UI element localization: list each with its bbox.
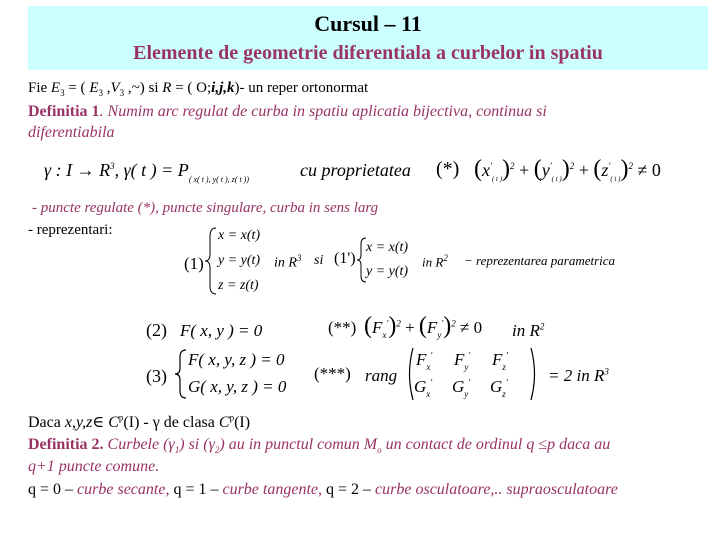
eq2-condition: $(F_x')^2 + (F_y')^2 \ne 0$ — [364, 313, 483, 340]
eq1p-y: y = y(t) — [366, 264, 409, 279]
param-representation: − reprezentarea parametrica — [464, 253, 616, 268]
brace-3 — [174, 348, 188, 400]
daca-I2: (I) — [234, 414, 251, 431]
Gy-entry-prime: ' — [468, 377, 471, 388]
def2-text4: un contact de ordinul q ≤p daca au — [381, 436, 611, 453]
in-R2-sup: 2 — [443, 253, 448, 263]
in-R3-text: in R — [274, 255, 297, 271]
plus-1: + — [519, 160, 530, 180]
eq1p-x: x = x(t) — [366, 240, 409, 255]
si-word: si — [314, 253, 324, 268]
def2-line2: q+1 puncte comune. — [28, 458, 160, 475]
Fx-sq: 2 — [396, 318, 401, 329]
intro-prefix: Fie — [28, 80, 51, 96]
secante-text: curbe secante, — [77, 481, 170, 498]
in-R3-sup: 3 — [296, 253, 302, 263]
z-var: z — [601, 160, 609, 180]
eq2-neq0: ≠ 0 — [460, 318, 483, 337]
R-symbol: R — [162, 80, 172, 96]
daca-p: p — [118, 412, 124, 423]
rank-eq-2 — [548, 366, 609, 386]
cu-proprietatea: cu proprietatea — [300, 160, 411, 180]
p-sub: ( x( t ), y( t ), z( t )) — [188, 175, 250, 184]
jacobian-matrix — [416, 350, 530, 372]
osculatoare-text: curbe osculatoare,.. supraosculatoare — [375, 481, 618, 498]
e3-symbol: E — [50, 80, 61, 96]
in-R2-text: in R — [422, 254, 444, 270]
q1-text: q = 1 – — [169, 481, 223, 498]
y-sq: 2 — [569, 161, 575, 171]
gamma-t: , γ( t ) = P — [114, 160, 189, 180]
title-banner — [28, 6, 708, 70]
eq2-implicit: F( x, y ) = 0 — [180, 321, 263, 340]
z-sq: 2 — [628, 161, 633, 171]
daca-C2: C — [218, 414, 230, 431]
Fx-entry: F — [416, 350, 427, 369]
lecture-title: Elemente de geometrie diferentiala a curbelor in spatiu — [133, 42, 603, 64]
neq-zero: ≠ 0 — [637, 160, 661, 180]
Gy-entry: G — [452, 377, 465, 396]
Fy-entry-prime: ' — [468, 350, 471, 361]
Gx-entry-sub: x — [426, 389, 431, 399]
daca-C: C — [108, 414, 119, 431]
course-title: Cursul – 11 — [314, 11, 422, 36]
x-var: x — [482, 160, 490, 180]
eq2-inR2 — [512, 321, 544, 341]
tangente-text: curbe tangente, — [222, 481, 322, 498]
regularity-condition: $(x'_{( t )})^2 + (y'_{( t )})^2 + (z'_{( t )})^2 \ne 0$ — [474, 156, 661, 183]
eq3-F: F( x, y, z ) = 0 — [188, 350, 285, 369]
eq3-stars: (***) — [314, 364, 351, 383]
V3-symbol: ,V — [102, 80, 120, 96]
q0-text: q = 0 – — [28, 481, 78, 498]
e3-sub: 3 — [60, 88, 65, 98]
Fy-entry: F — [454, 350, 465, 369]
r3-sup: 3 — [110, 161, 115, 171]
def2-line — [28, 436, 610, 455]
def2-label: Definitia 2. — [28, 436, 104, 453]
eq2-inR2-sup: 2 — [539, 321, 545, 332]
Fy-sq: 2 — [451, 318, 456, 329]
intro-suffix: )- un reper ortonormat — [234, 80, 369, 96]
Fx-entry-sub: x — [426, 362, 431, 372]
in-R3 — [274, 253, 301, 272]
Fz-entry: F — [492, 350, 503, 369]
daca-in: ∈ — [92, 414, 109, 431]
eq2-stars: (**) — [328, 318, 357, 337]
in-R2 — [422, 253, 448, 270]
rank-eq-text: = 2 in R — [548, 366, 605, 385]
eq1-x: x = x(t) — [218, 228, 261, 243]
eq1-z: z = z(t) — [218, 278, 259, 293]
def2-text2: ) si (γ — [179, 436, 215, 453]
eq1p-number: (1') — [334, 250, 356, 267]
def1-line — [28, 103, 547, 121]
Gx-entry-prime: ' — [430, 377, 433, 388]
repr-label: - reprezentari: — [28, 222, 113, 238]
x-prime: ' — [490, 161, 492, 171]
daca-xyz: x,y,z — [64, 414, 93, 431]
eq1-y: y = y(t) — [218, 253, 261, 268]
eq2-number: (2) — [146, 320, 167, 340]
Gy-entry-sub: y — [464, 389, 469, 399]
intro-eq: = ( — [64, 80, 90, 96]
Fx-entry-prime: ' — [430, 350, 433, 361]
eq3-G: G( x, y, z ) = 0 — [188, 377, 287, 396]
ijk-vectors: i,j,k — [211, 80, 235, 96]
daca-prefix: Daca — [28, 414, 65, 431]
eq2-inR2-text: in R — [512, 321, 540, 340]
x-t-sub: ( t ) — [491, 175, 503, 183]
def1-line2: diferentiabila — [28, 124, 115, 141]
def2-sub2: 2 — [214, 445, 220, 456]
star-label: (*) — [436, 158, 460, 180]
z-prime: ' — [608, 161, 611, 171]
Gx-entry: G — [414, 377, 427, 396]
daca-p2: p — [229, 412, 235, 423]
Fy-entry-sub: y — [464, 362, 469, 372]
z-t-sub: ( t ) — [610, 175, 621, 183]
y-var: y — [541, 160, 550, 180]
eq3-number: (3) — [146, 366, 167, 386]
intro-tilde: ,~) si — [124, 80, 163, 96]
Fz-entry-prime: ' — [505, 350, 508, 361]
Fx-sub: x — [382, 330, 387, 340]
Fy-symbol: F — [426, 318, 438, 337]
Gz-entry-prime: ' — [505, 377, 508, 388]
eq1-number: (1) — [184, 254, 204, 273]
eq2-plus: + — [405, 318, 415, 337]
Fy-sub: y — [437, 330, 442, 340]
contact-order-line — [28, 481, 618, 499]
R-eq: = ( O; — [171, 80, 212, 96]
plus-2: + — [578, 160, 589, 180]
daca-line — [28, 412, 250, 432]
Fz-entry-sub: z — [502, 362, 506, 372]
Fx-symbol: F — [372, 318, 383, 337]
jacobian-row2 — [414, 377, 528, 399]
q2-text: q = 2 – — [322, 481, 376, 498]
y-prime: ' — [549, 161, 552, 171]
Gz-entry: G — [490, 377, 503, 396]
rang-word: rang — [365, 366, 398, 385]
V3-sub: 3 — [119, 88, 125, 98]
rank-R3-sup: 3 — [604, 366, 609, 377]
Fx-prime: ' — [386, 318, 389, 329]
Fy-prime: ' — [441, 318, 444, 329]
gamma-map: γ : I → R — [44, 160, 111, 180]
daca-I: (I) - γ de clasa — [123, 414, 219, 431]
def2-text3: ) au in punctul comun M — [219, 436, 378, 453]
def2-subo: o — [377, 445, 382, 456]
y-t-sub: ( t ) — [551, 175, 562, 183]
formula-gamma — [44, 160, 249, 184]
intro-line — [28, 80, 368, 98]
note-regular-points: - puncte regulate (*), puncte singulare, curba in sens larg — [32, 200, 379, 216]
brace-1 — [204, 226, 218, 296]
def1-text: . Numim arc regulat de curba in spatiu aplicatia bijectiva, continua si — [99, 103, 547, 120]
x-sq: 2 — [510, 161, 515, 171]
E3-sub: 3 — [98, 88, 103, 98]
def2-sub1: 1 — [174, 445, 180, 456]
def2-text: Curbele (γ — [103, 436, 175, 453]
Gz-entry-sub: z — [502, 389, 506, 399]
def1-label: Definitia 1 — [28, 103, 100, 120]
E3-symbol: E — [89, 80, 99, 96]
